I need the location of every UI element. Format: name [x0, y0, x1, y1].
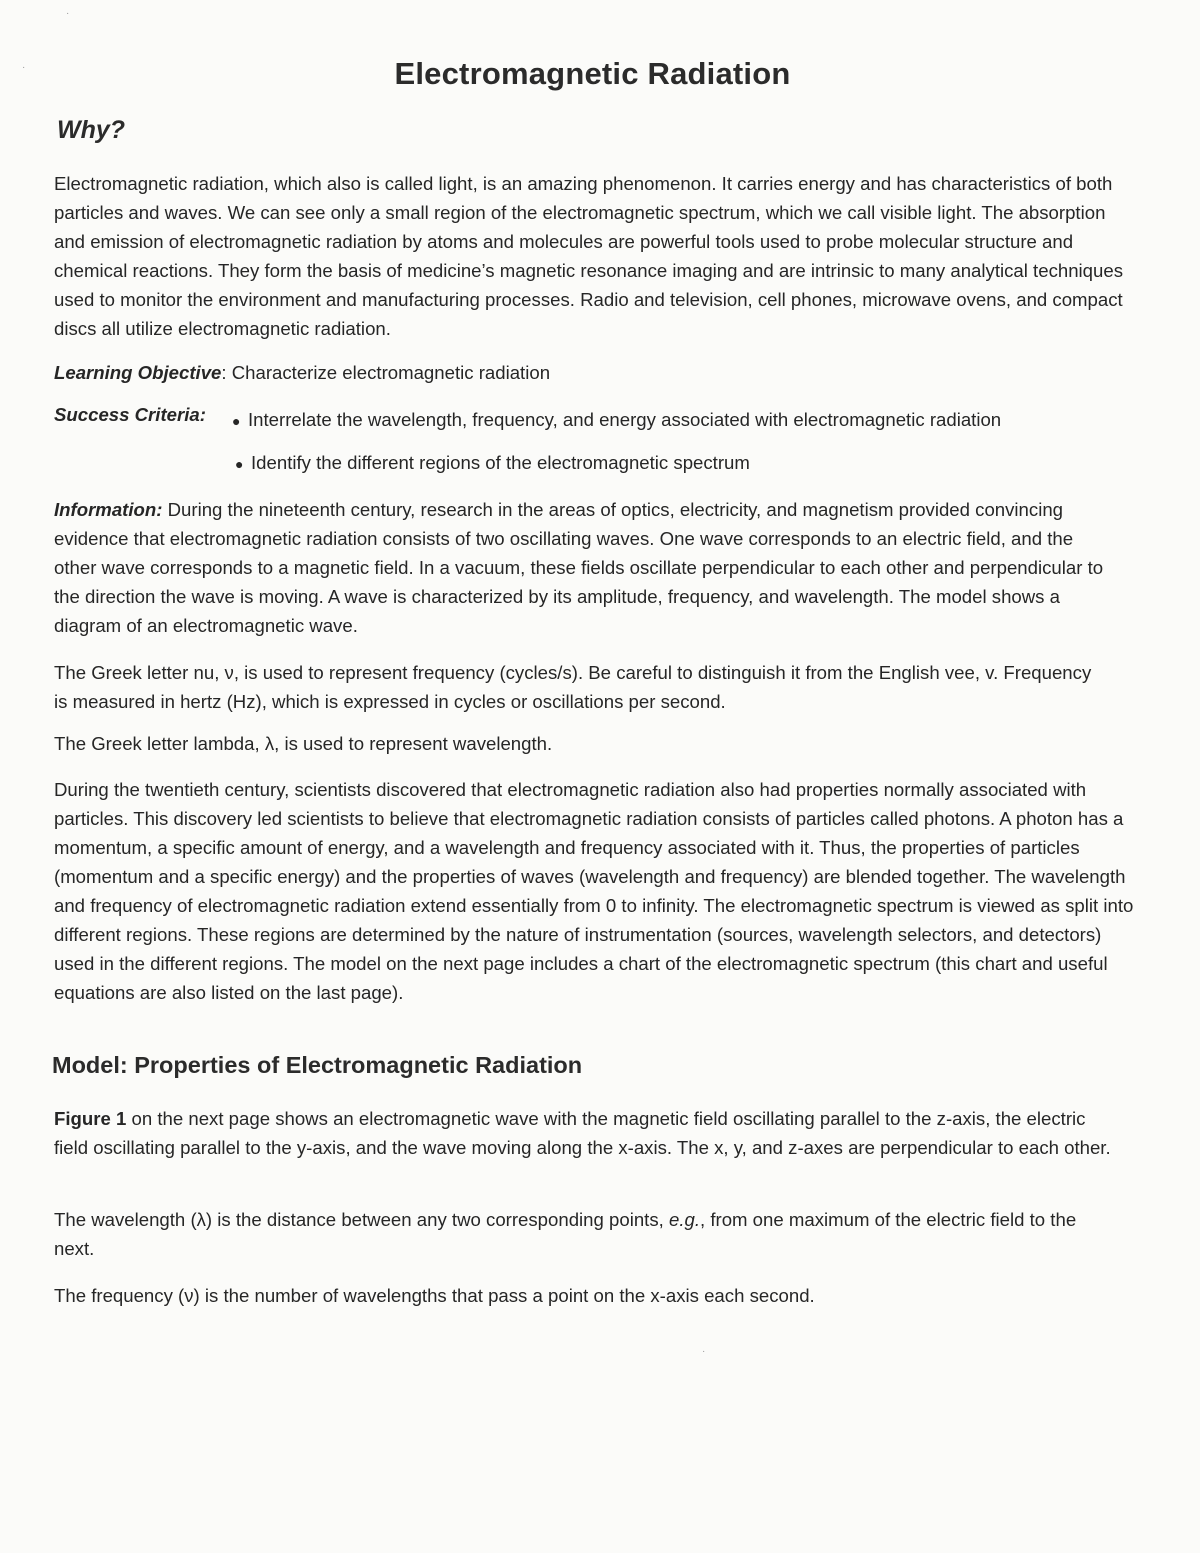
scan-speck: · [22, 62, 26, 73]
information-text: During the nineteenth century, research in the areas of optics, electricity, and magnetism provided convincing evidence that electromagnetic radiation consists of two oscillating waves. One wave corresponds to an electric field, and the other wave corresponds to a magnetic field. In a vacuum, these fields oscillate perpendicular to each other and perpendicular to the direction the wave is moving. A wave is characterized by its amplitude, frequency, and wavelength. The model shows a diagram of an electromagnetic wave. [54, 499, 1104, 636]
why-heading: Why? [57, 116, 126, 144]
learning-objective-label: Learning Objective [54, 362, 222, 383]
bullet-icon: ● [232, 413, 241, 429]
twentieth-century-paragraph: During the twentieth century, scientists discovered that electromagnetic radiation also had properties normally associated with particles. This discovery led scientists to believe that electromagnetic radiation consists of particles called photons. A photon has a momentum, a specific amount of energy, and a wavelength and frequency associated with it. Thus, the properties of particles (momentum and a specific energy) and the properties of waves (wavelength and frequency) are blended together. The wavelength and frequency of electromagnetic radiation extend essentially from 0 to infinity. The electromagnetic spectrum is viewed as split into different regions. These regions are determined by the nature of instrumentation (sources, wavelength selectors, and detectors) used in the different regions. The model on the next page includes a chart of the electromagnetic spectrum (this chart and useful equations are also listed on the last page). [54, 779, 1134, 1003]
success-criteria-label: Success Criteria: [54, 404, 206, 425]
scan-speck: · [66, 8, 70, 19]
intro-paragraph: Electromagnetic radiation, which also is called light, is an amazing phenomenon. It carries energy and has characteristics of both particles and waves. We can see only a small region of the electromagnetic spectrum, which we call visible light. The absorption and emission of electromagnetic radiation by atoms and molecules are powerful tools used to probe molecular structure and chemical reactions. They form the basis of medicine’s magnetic resonance imaging and are intrinsic to many analytical techniques used to monitor the environment and manufacturing processes. Radio and television, cell phones, microwave ovens, and compact discs all utilize electromagnetic radiation. [54, 173, 1123, 339]
figure-paragraph [54, 1104, 1114, 1162]
scan-speck: · [702, 1346, 706, 1357]
nu-paragraph: The Greek letter nu, ν, is used to represent frequency (cycles/s). Be careful to distinguish it from the English vee, v. Frequency is measured in hertz (Hz), which is expressed in cycles or oscillations per second. [54, 662, 1092, 712]
learning-objective [54, 358, 1129, 387]
page-title: Electromagnetic Radiation [394, 56, 791, 91]
frequency-paragraph: The frequency (ν) is the number of wavelengths that pass a point on the x-axis each second. [54, 1285, 815, 1306]
success-criteria-item: ● Interrelate the wavelength, frequency, and energy associated with electromagnetic radiation [232, 405, 1001, 436]
learning-objective-text: : Characterize electromagnetic radiation [221, 362, 551, 383]
information-label: Information: [54, 499, 163, 520]
wavelength-paragraph: The wavelength (λ) is the distance between any two corresponding points, e.g., from one maximum of the electric field to the next. [54, 1209, 1077, 1259]
lambda-paragraph: The Greek letter lambda, λ, is used to represent wavelength. [54, 733, 553, 754]
bullet-icon: ● [235, 456, 244, 472]
model-heading: Model: Properties of Electromagnetic Radiation [52, 1052, 583, 1078]
figure-text: on the next page shows an electromagnetic wave with the magnetic field oscillating parallel to the z-axis, the electric field oscillating parallel to the y-axis, and the wave moving along the x-axis. The x, y, and z-axes are perpendicular to each other. [54, 1108, 1111, 1158]
figure-label: Figure 1 [54, 1108, 127, 1129]
information-paragraph [54, 495, 1119, 640]
success-criteria-item: ● Identify the different regions of the electromagnetic spectrum [235, 448, 750, 479]
